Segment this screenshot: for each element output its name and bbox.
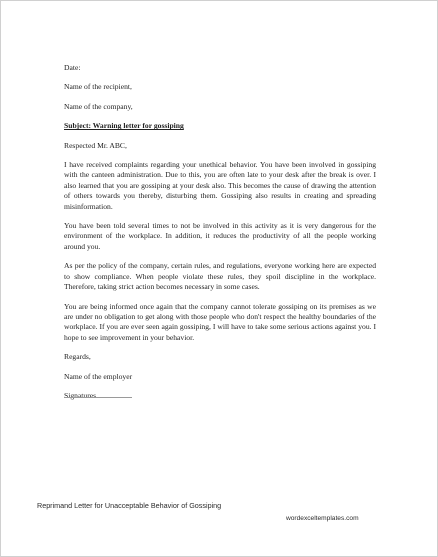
paragraph-final-notice: You are being informed once again that the company cannot tolerate gossiping on its premises as we are under no obligation to get along with those people who don't respect the healthy boundaries of the workplace. If you are ever seen again gossiping, I will have to take some serious actions against you. I hope to see improvement in your behavior. [64, 301, 376, 342]
salutation: Respected Mr. ABC, [64, 140, 127, 150]
subject-line: Subject: Warning letter for gossiping [64, 121, 184, 131]
signatures-label: Signatures [64, 390, 97, 400]
closing: Regards, [64, 352, 91, 362]
letter-body [64, 63, 376, 410]
company-name: Name of the company, [64, 101, 133, 111]
employer-name: Name of the employer [64, 371, 133, 381]
signature-line [64, 397, 132, 398]
footer-website: wordexceltemplates.com [286, 515, 359, 522]
paragraph-complaint: I have received complaints regarding your unethical behavior. You have been involved in gossiping with the canteen administration. Due to this, you are often late to your desk after the break is over. I also learned that you are gossiping at your desk also. This becomes the cause of drawing the attention of others towards you thereby, disturbing them. Gossiping also results in creating and spreading misinformation. [64, 160, 376, 211]
paragraph-warning: You have been told several times to not be involved in this activity as it is very dangerous for the environment of the workplace. In addition, it reduces the productivity of all the people working around you. [64, 221, 376, 251]
paragraph-policy: As per the policy of the company, certain rules, and regulations, everyone working here are expected to show compliance. When people violate these rules, they spoil discipline in the workplace. Therefore, taking strict action becomes necessary in some cases. [64, 261, 376, 292]
date-line: Date: [64, 63, 81, 72]
footer-title: Reprimand Letter for Unacceptable Behavior of Gossiping [37, 501, 222, 510]
recipient-name: Name of the recipient, [64, 82, 132, 92]
